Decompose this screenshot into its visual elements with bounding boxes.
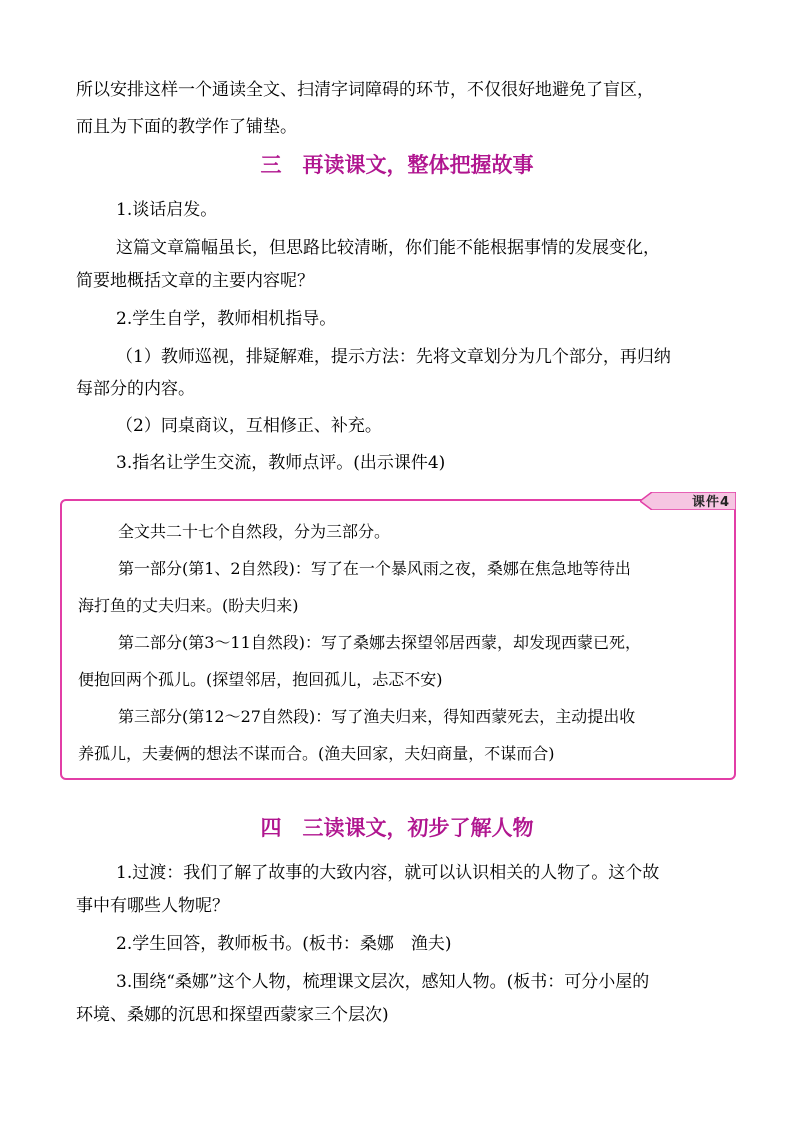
courseware-line: 第二部分(第3～11自然段)：写了桑娜去探望邻居西蒙，却发现西蒙已死， [118, 633, 642, 652]
courseware-tab-label: 课件4 [691, 495, 730, 510]
section-heading-4: 四 三读课文，初步了解人物 [260, 815, 534, 840]
paragraph-line: 2.学生回答，教师板书。(板书：桑娜 渔夫) [116, 934, 452, 954]
paragraph-line: 环境、桑娜的沉思和探望西蒙家三个层次) [76, 1005, 389, 1025]
courseware-line: 养孤儿，夫妻俩的想法不谋而合。(渔夫回家，夫妇商量，不谋而合) [78, 744, 555, 763]
paragraph-line: 1.过渡：我们了解了故事的大致内容，就可以认识相关的人物了。这个故 [116, 863, 660, 883]
paragraph-line: （2）同桌商议，互相修正、补充。 [116, 416, 382, 436]
paragraph-line: 事中有哪些人物呢？ [76, 896, 229, 916]
step-1: 1.谈话启发。 [116, 200, 218, 220]
courseware-line: 第一部分(第1、2自然段)：写了在一个暴风雨之夜，桑娜在焦急地等待出 [118, 559, 631, 578]
section-heading-3: 三 再读课文，整体把握故事 [260, 152, 534, 177]
courseware-box [60, 495, 736, 780]
courseware-line: 海打鱼的丈夫归来。(盼夫归来) [78, 596, 299, 615]
courseware-line: 全文共二十七个自然段，分为三部分。 [118, 522, 391, 541]
step-3: 3.指名让学生交流，教师点评。(出示课件4) [116, 453, 446, 473]
paragraph-line: 简要地概括文章的主要内容呢？ [76, 271, 314, 291]
paragraph-line: 3.围绕“桑娜”这个人物，梳理课文层次，感知人物。(板书：可分小屋的 [116, 972, 650, 992]
paragraph-line: 每部分的内容。 [76, 379, 195, 399]
paragraph-line: 这篇文章篇幅虽长，但思路比较清晰，你们能不能根据事情的发展变化， [116, 238, 660, 258]
courseware-line: 第三部分(第12～27自然段)：写了渔夫归来，得知西蒙死去，主动提出收 [118, 707, 636, 726]
step-2: 2.学生自学，教师相机指导。 [116, 309, 337, 329]
paragraph-line: 而且为下面的教学作了铺垫。 [76, 117, 297, 137]
courseware-line: 便抱回两个孤儿。(探望邻居，抱回孤儿，忐忑不安) [78, 670, 443, 689]
paragraph-line: （1）教师巡视，排疑解难，提示方法：先将文章划分为几个部分，再归纳 [116, 347, 671, 367]
courseware-tab [640, 492, 736, 510]
paragraph-line: 所以安排这样一个通读全文、扫清字词障碍的环节，不仅很好地避免了盲区， [76, 80, 654, 100]
